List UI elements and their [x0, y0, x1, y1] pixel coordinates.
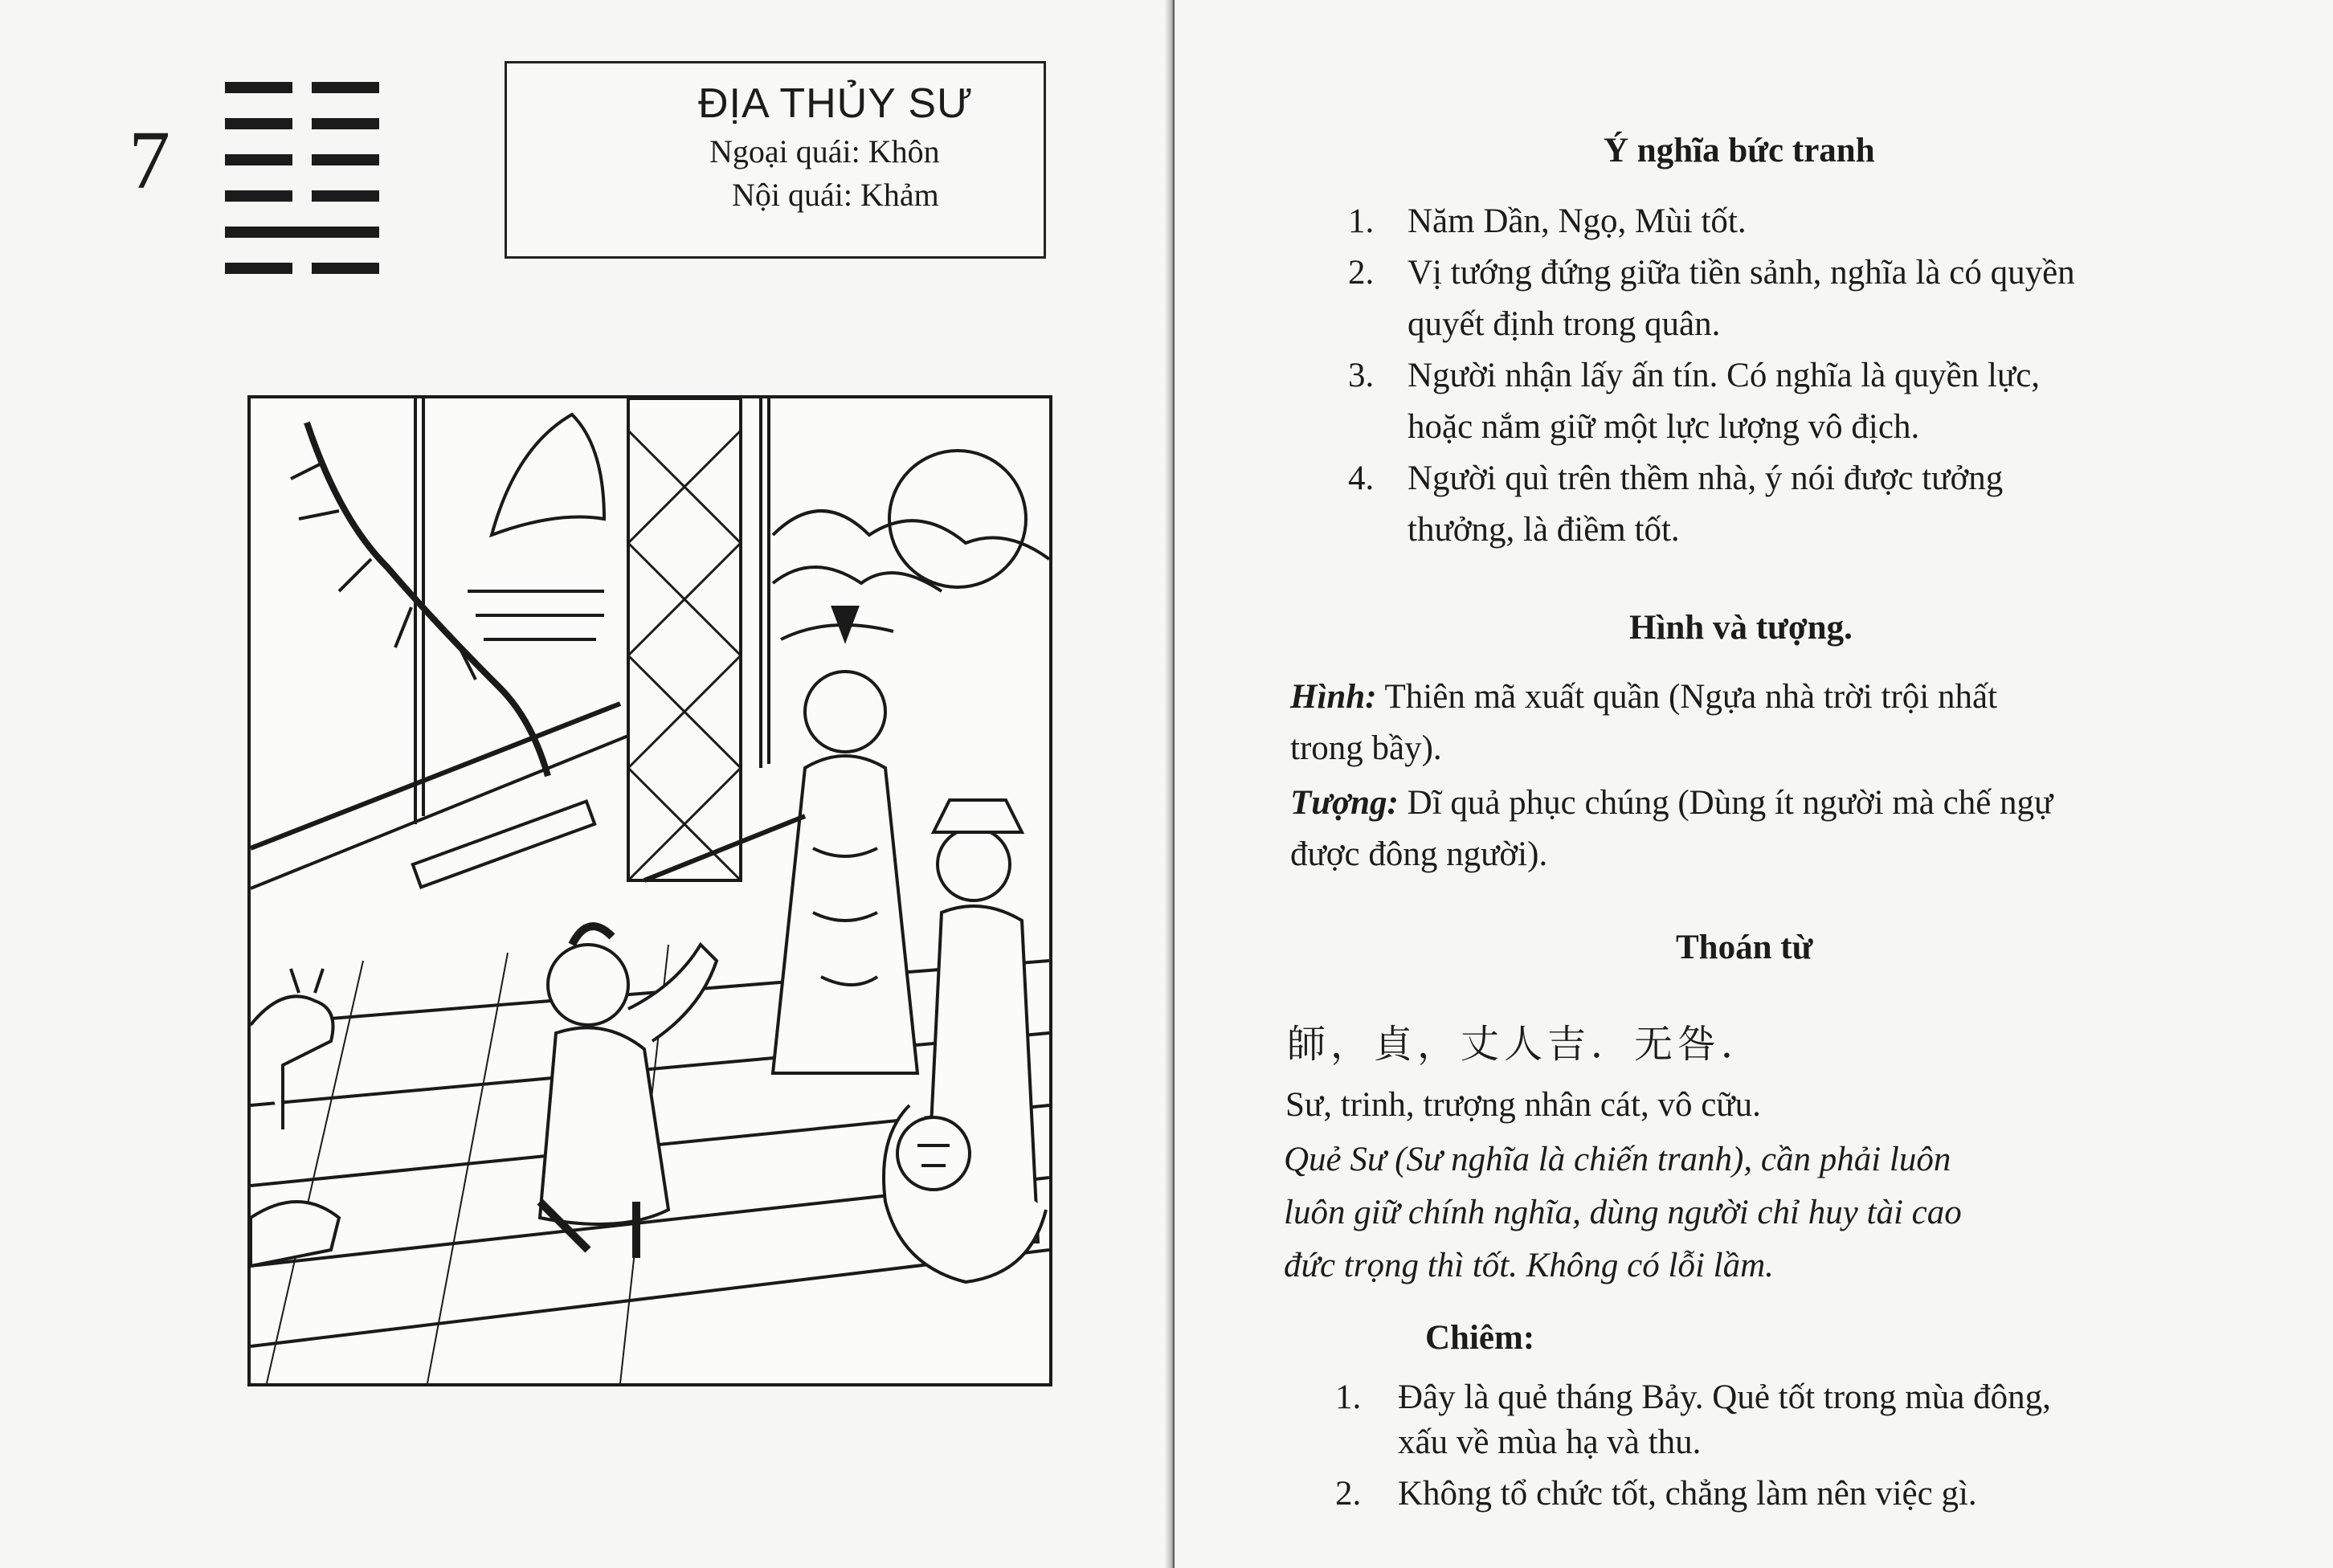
tuong-line: được đông người). — [1290, 835, 1548, 873]
judgment-heading: Thoán từ — [1676, 929, 1813, 966]
list-item-number: 2. — [1348, 254, 1375, 292]
tuong-line — [1290, 779, 2053, 827]
list-item-number: 4. — [1348, 459, 1375, 497]
woodcut-illustration — [247, 395, 1052, 1386]
list-item-number: 1. — [1348, 202, 1375, 240]
right-page — [1175, 0, 2333, 1568]
hinh-label: Hình: — [1290, 678, 1377, 716]
hexagram-symbol-icon — [225, 82, 379, 299]
list-item: Năm Dần, Ngọ, Mùi tốt. — [1408, 202, 1747, 240]
list-item-number: 2. — [1335, 1475, 1362, 1513]
list-item: quyết định trong quân. — [1408, 305, 1721, 343]
hinh-line: trong bầy). — [1290, 729, 1442, 767]
hexagram-title: ĐỊA THỦY SƯ — [698, 80, 974, 127]
inner-trigram: Nội quái: Khảm — [732, 177, 939, 213]
judgment-meaning: đức trọng thì tốt. Không có lỗi lầm. — [1284, 1247, 1774, 1284]
list-item-number: 3. — [1348, 357, 1375, 394]
list-item: Người quì trên thềm nhà, ý nói được tưởng — [1408, 459, 2004, 497]
judgment-chinese: 師，貞，丈人吉．无咎． — [1287, 1022, 1765, 1067]
list-item: hoặc nắm giữ một lực lượng vô địch. — [1408, 408, 1920, 446]
judgment-reading: Sư, trinh, trượng nhân cát, vô cữu. — [1285, 1086, 1761, 1124]
list-item-number: 1. — [1335, 1378, 1362, 1416]
list-item: Vị tướng đứng giữa tiền sảnh, nghĩa là có quyền — [1408, 254, 2075, 292]
form-image-heading: Hình và tượng. — [1629, 609, 1853, 647]
hexagram-line — [225, 227, 379, 238]
hexagram-line — [225, 118, 379, 129]
list-item: Đây là quẻ tháng Bảy. Quẻ tốt trong mùa đông, — [1398, 1378, 2051, 1416]
list-item: xấu về mùa hạ và thu. — [1398, 1423, 1702, 1461]
outer-trigram: Ngoại quái: Khôn — [709, 133, 940, 169]
hexagram-number: 7 — [129, 114, 170, 206]
picture-meaning-heading: Ý nghĩa bức tranh — [1604, 132, 1875, 169]
hexagram-line — [225, 82, 379, 93]
divination-heading: Chiêm: — [1425, 1319, 1535, 1357]
tuong-label: Tượng: — [1290, 784, 1399, 822]
list-item: Không tổ chức tốt, chẳng làm nên việc gì. — [1398, 1475, 1977, 1513]
hexagram-line — [225, 190, 379, 202]
hexagram-line — [225, 263, 379, 274]
hinh-text: Thiên mã xuất quần (Ngựa nhà trời trội nhất — [1384, 678, 1998, 716]
title-box — [505, 61, 1046, 259]
list-item: Người nhận lấy ấn tín. Có nghĩa là quyền lực, — [1408, 357, 2041, 394]
hexagram-line — [225, 154, 379, 165]
judgment-meaning: luôn giữ chính nghĩa, dùng người chỉ huy tài cao — [1284, 1194, 1962, 1231]
tuong-text: Dĩ quả phục chúng (Dùng ít người mà chế ngự — [1407, 784, 2053, 822]
judgment-meaning: Quẻ Sư (Sư nghĩa là chiến tranh), cần phải luôn — [1284, 1141, 1951, 1178]
hinh-line — [1290, 673, 1997, 721]
list-item: thưởng, là điềm tốt. — [1408, 511, 1680, 549]
